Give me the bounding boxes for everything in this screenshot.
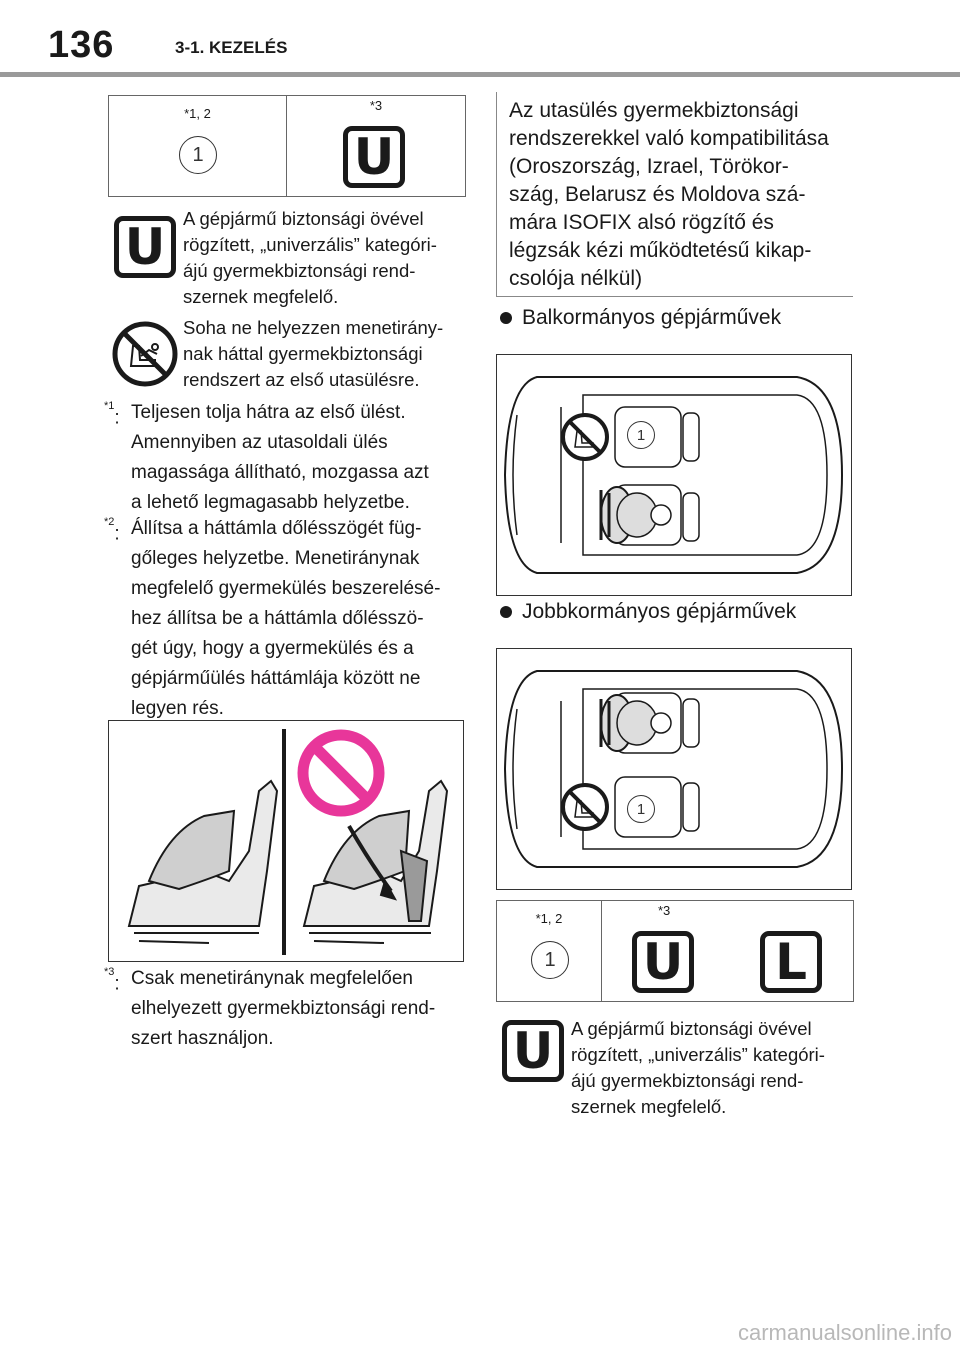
watermark: carmanualsonline.info <box>737 1320 952 1345</box>
note-line: legyen rés. <box>131 698 224 719</box>
code-cell-1 <box>497 901 601 1001</box>
code-cell-3 <box>601 901 853 1001</box>
legend-line: ájú gyermekbiztonsági rend- <box>571 1070 804 1091</box>
circled-number-icon <box>627 795 655 823</box>
circled-number-text: 1 <box>192 143 204 166</box>
legend-line: nak háttal gyermekbiztonsági <box>183 343 423 364</box>
badge-u-letter: U <box>124 218 166 276</box>
note-line: Csak menetiránynak megfelelően <box>131 968 413 989</box>
note-line: szert használjon. <box>131 1028 274 1049</box>
seat-correct <box>129 781 277 943</box>
seat-recline-drawing <box>109 721 463 961</box>
note-3 <box>104 964 474 1054</box>
note-text <box>131 514 440 724</box>
badge-l-letter: L <box>775 933 807 991</box>
note-line: Állítsa a háttámla dőlésszögét füg- <box>131 518 422 539</box>
section-heading-rhd <box>500 600 796 624</box>
badge-u-letter: U <box>512 1022 554 1080</box>
legend-line: rendszert az első utasülésre. <box>183 369 420 390</box>
car-diagram-lhd <box>496 354 852 596</box>
circled-number-icon <box>531 941 569 979</box>
code-cell-label: *1, 2 <box>535 911 563 926</box>
note-mark: $^{*1}$: <box>104 400 120 429</box>
compatibility-title <box>509 97 853 293</box>
no-rear-facing-seat-icon <box>111 320 179 388</box>
seat-recline-illustration <box>108 720 464 962</box>
note-text <box>131 964 435 1054</box>
car-top-view-rhd <box>497 649 851 889</box>
circled-number-icon <box>627 421 655 449</box>
note-mark-sup: *2 <box>104 516 115 528</box>
note-line: magassága állítható, mozgassa azt <box>131 462 429 483</box>
car-diagram-rhd <box>496 648 852 890</box>
legend-line: rögzített, „univerzális” kategóri- <box>183 234 437 255</box>
universal-u-icon <box>343 126 405 188</box>
legend-line: A gépjármű biztonsági övével <box>183 208 424 229</box>
title-line: rendszerekkel való kompatibilitása <box>509 127 829 150</box>
legend-line: Soha ne helyezzen menetirány- <box>183 317 444 338</box>
header-rule <box>0 72 960 77</box>
note-mark-sup: *1 <box>104 400 115 412</box>
section-heading-text: Jobbkormányos gépjárművek <box>522 600 797 623</box>
legend-line: rögzített, „univerzális” kategóri- <box>571 1044 825 1065</box>
page-number: 136 <box>48 24 115 66</box>
note-line: elhelyezett gyermekbiztonsági rend- <box>131 998 436 1019</box>
code-cell-label: *1, 2 <box>184 106 211 121</box>
circled-number-text: 1 <box>636 426 646 444</box>
code-cell-3 <box>286 96 465 196</box>
legend-line: ájú gyermekbiztonsági rend- <box>183 260 416 281</box>
note-2 <box>104 514 474 724</box>
note-line: gőleges helyzetbe. Menetiránynak <box>131 548 420 569</box>
note-mark: $^{*2}$: <box>104 516 120 545</box>
bullet-icon <box>500 312 512 324</box>
legend-universal-text <box>183 206 473 310</box>
seat-code-table-right <box>496 900 854 1002</box>
title-line: (Oroszország, Izrael, Törökor- <box>509 155 789 178</box>
legend-no-rear-facing-text <box>183 315 473 393</box>
legend-line: A gépjármű biztonsági övével <box>571 1018 812 1039</box>
note-line: gépjárműülés háttámlája között ne <box>131 668 421 689</box>
note-line: hez állítsa be a háttámla dőlésszö- <box>131 608 424 629</box>
legend-line: szernek megfelelő. <box>571 1096 727 1117</box>
note-1 <box>104 398 474 518</box>
code-cell-label: *3 <box>369 98 383 113</box>
note-line: Teljesen tolja hátra az első ülést. <box>131 402 406 423</box>
section-heading-text: Balkormányos gépjárművek <box>522 306 782 329</box>
code-cell-label: *3 <box>658 903 671 918</box>
note-mark-sup: *3 <box>104 966 115 978</box>
title-line: mára ISOFIX alsó rögzítő és <box>509 211 774 234</box>
universal-u-icon <box>502 1020 564 1082</box>
code-cell-1 <box>109 96 286 196</box>
title-line: Az utasülés gyermekbiztonsági <box>509 99 799 122</box>
note-mark: $^{*3}$: <box>104 966 120 995</box>
universal-l-icon <box>760 931 822 993</box>
bullet-icon <box>500 606 512 618</box>
circled-number-text: 1 <box>636 800 646 818</box>
badge-u-letter: U <box>353 128 395 186</box>
title-line: légzsák kézi működtetésű kikap- <box>509 239 812 262</box>
badge-u-letter: U <box>642 933 684 991</box>
note-line: Amennyiben az utasoldali ülés <box>131 432 388 453</box>
legend-universal-text-right <box>571 1016 861 1120</box>
note-line: megfelelő gyermekülés beszerelésé- <box>131 578 441 599</box>
note-line: a lehető legmagasabb helyzetbe. <box>131 492 410 513</box>
seat-code-table <box>108 95 466 197</box>
title-line: csolója nélkül) <box>509 267 643 290</box>
circled-number-text: 1 <box>544 948 556 971</box>
note-line: gét úgy, hogy a gyermekülés és a <box>131 638 414 659</box>
car-top-view-lhd <box>497 355 851 595</box>
prohibit-icon <box>303 735 379 811</box>
legend-line: szernek megfelelő. <box>183 286 339 307</box>
universal-u-icon <box>632 931 694 993</box>
chapter-title: 3-1. KEZELÉS <box>175 38 288 57</box>
section-heading-lhd <box>500 306 781 330</box>
compatibility-heading-box <box>496 92 853 297</box>
note-text <box>131 398 429 518</box>
universal-u-icon <box>114 216 176 278</box>
circled-number-icon <box>179 136 217 174</box>
title-line: szág, Belarusz és Moldova szá- <box>509 183 806 206</box>
